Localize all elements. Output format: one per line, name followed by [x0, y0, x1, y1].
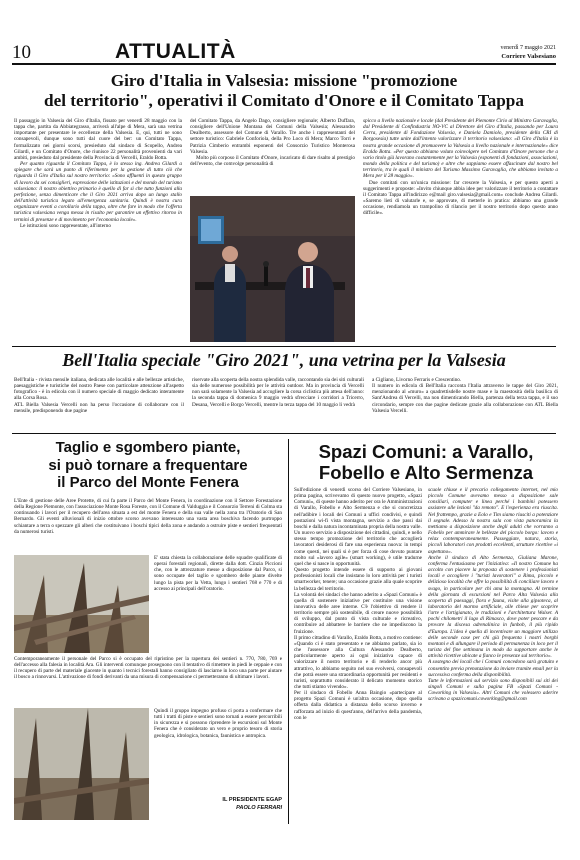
article3-headline-line2: si può tornare a frequentare [48, 456, 248, 474]
article1-photo-scene [190, 196, 355, 342]
article3-photo1 [14, 555, 149, 653]
header-rule [12, 63, 556, 65]
article1-col1 [14, 118, 182, 229]
article3-photo2 [14, 708, 149, 820]
article1-col3-p2: Due comitati con un'unica missione: far crescere la Valsesia, e per questo aperti a suggerimenti e proposte: «Invito chiunque abbia idee per valorizzare il territorio a contattare il Comitato Tappa all'indirizzo e@mail giro.valsesia@gmail.com» conclude Andrea Gilardi. «Saremo lieti di valutarle e, se approvate, di metterle in pratica: abbiamo una grande occasione, rendiamola un trampolino di rilancio per il nostro territorio dopo questo anno difficile». [363, 179, 558, 217]
article1-col2-p1: del Comitato Tappa, da Angelo Dago, consigliere regionale; Alberto Duffara, consigliere dell'Unione Montana dei Comuni della Valsesia; Alessandro Dealberto, assessore del Comune di Varallo. Tre anche i rappresentanti del settore turistico: Gabriele Conforiola, della Pro Loco di Mera; Marco Torri e Patrizia Cimberio entrambi esponenti del Consorzio Turistico Monterosa Valsesia. [190, 118, 355, 155]
column-divider [288, 439, 289, 824]
article4-headline-line1: Spazi Comuni: a Varallo, [318, 441, 534, 462]
section-title: ATTUALITÀ [115, 40, 236, 63]
article1-col3 [363, 118, 558, 217]
article2-headline: Bell'Italia speciale "Giro 2021", una vetrina per la Valsesia [62, 350, 506, 370]
article2-bottom-rule [12, 433, 556, 434]
page-number: 10 [12, 42, 31, 63]
article3-headline-line3: il Parco del Monte Fenera [57, 474, 239, 491]
article1-col3-p1: spicco a livello nazionale e locale (dal Presidente del Piemonte Cirio al Ministro Garavaglia, dal Presidente di Confindustria NO-VC al Direttore del Giro d'Italia, passando per Laura Cerra, presidente di Fondazione Valsesia, e Daniela Damiolo, presidente della CRI di Borgosesia) tutte unite dall'intento valorizzare il territorio valsesiano: «Il Giro d'Italia è la nostra grande occasione di promuovere la Valsesia a livello nazionale e internazionale» dice Eraldo Botta. «Per questo abbiamo voluto coinvolgere nel Comitato d'Onore persone che a vario titolo già lavorano costantemente per la Valsesia (esponenti di fondazioni, associazioni, mondo della politica e del turismo) e altre che sappiamo essere affascinate dal nostro bel territorio, tra le quali il ministro del Turismo Massimo Garavaglia, che abbiamo invitato a Mera per il 28 maggio». [363, 118, 558, 180]
article1-col2 [190, 118, 355, 167]
article1-col1-p3: Le istituzioni sono rappresentate, all'interno [20, 222, 111, 229]
article4-col2: scuole chiuse e il precario collegamento internet, nel mio piccolo Comune avevamo messo a disposizione sale consiliari, computer e linea perché i bambini potessero assistere alle lezioni "da remoto". E l'esperienza era riuscita. Nel frattempo, grazie a Eolo e Tim siamo riusciti a potenziare il segnale. Adesso la nostra sala con vista panoramica la mettiamo a disposizione anche degli adulti che vorranno a Fobello per ammirare le bellezze del piccolo borgo: lavoro e relax contemporaneamente. Passeggiate, natura, storia, piccoli laboratori con prodotti eccellenti, strutture ricettive «i aspettano». Anche il sindaco di Alto Sermenza, Giuliana Marone, conferma l'entusiasmo per l'iniziativa: «Il nostro Comune ha accolto con piacere la proposta di sostenere i professionisti locali e accogliere i "turisti lavoratori" a Rima, piccolo e delizioso località che offre la possibilità di conciliare lavoro e svago, in particolare per chi ama la montagna. Al termine della giornata di escursioni nel Parco Alta Valsesia alla scoperta di paesaggi, flora e fauna, visite alla gipsoteca, al laboratorio del marmo artificiale, alle chiese per scoprire l'arte e l'artigianato, le tradizioni e l'architettura Walser. A pochi chilometri il lago di Rimasco, dove poter pescare e da provare la discesa adrenalinica in funbob, il più ripido d'Europa. L'idea è quella di incentivare un maggiore utilizzo delle seconde case per chi già frequenta i nostri borghi montani e di allungare il periodo di permanenza in loco per il turista del fine settimana in modo da supportare anche le attività ricettive ubicate a fianco le presenze sul territorio». A sostegno dei locali che i Comuni concedono sarà gratuito e consentito previa prenotazione da inviare tramite email per la successiva conferma della disponibilità. Tutte le informazioni sul servizio sono disponibili sui siti dei singoli Comuni e sulla pagina FB «Spazi Comuni - Coworking in Valsesia». Altri Comuni che volessero aderire scrivano a spazicomuni.coworking@gmail.com [428, 487, 558, 703]
article3-photo2-scene [14, 708, 149, 820]
article1-headline-line1: Giro d'Italia in Valsesia: missione "promozione [110, 71, 458, 90]
article3-side1: E' stata chiesta la collaborazione delle squadre qualificate di operai forestali regionali, dirette dalla dott. Cinzia Piccioni che, con le attrezzature messe a disposizione dal Parco, si sono occupate del taglio e sgombero delle piante divelte lungo la pista per la Vetta, lungo i sentieri 768 e 770 e di accesso ai principali dell'oratorio. [154, 555, 282, 592]
article4-headline [294, 441, 558, 483]
article1-photo [190, 196, 355, 342]
article3-side2: Quindi il gruppo impegno profuso ci porta a confermare che tutti i tratti di piste e sentieri sono tornati a essere percorribili in sicurezza e si possono riprendere le escursioni sul Monte Fenera che è considerato un vero e proprio tesoro di storia geologica, idrologica, botanica, faunistica e antropica. [154, 708, 282, 739]
article1-col2-p2: Molto più corposo il Comitato d'Onore, incaricato di dare risalto al prestigio dell'evento, che comvolge personalità di [190, 154, 355, 168]
article3-headline [14, 439, 282, 492]
article3-main2: Contemporaneamente il personale del Parco si è occupato del ripristino per la rapertura dei sentieri n. 770, 780, 769 e dell'accesso alla falesia in località Ara. Gli interventi comunque proseguono con il tentativo di rimettere in piedi le ceppaie e con il recupero di parte del materiale giacente in quanto i tecnici forestali hanno consigliato di lasciarne in loco una parte per aiutare il bosco a rinnovarsi. L'attivazione di fondi derivanti da una misura di compensazione ci permetteranno di ultimare i lavori. [14, 656, 282, 681]
article2-col1: Bell'Italia - rivista mensile italiana, dedicata alle località e alle bellezze artistiche, paesaggistiche e turistiche del nostro Paese con particolare attenzione all'aspetto fotografico - è in edicola con il numero speciale di maggio dedicato interamente alla Corsa Rosa. ATL Biella Valsesia Vercelli non ha perso l'occasione di collaborare con il mensile, predisponendo due pagine [14, 377, 184, 414]
article4-col1: Sull'edizione di venerdì scorso del Corriere Valsesiano, in prima pagina, scrivevamo di questo nuovo progetto, «Spazi Comuni», di queste hanno aderito per ora le Amministrazioni di Varallo, Fobello e Alto Sermenza e che si concretizza nell'adibire i locali dei Comuni a uffici condivisi, e quindi postazioni wi-fi vista montagna, servizio a due passi dai boschi e dalla natura incontaminata propria della nostra valle. Un nuovo servizio a disposizione dei cittadini, quindi, e nello stesso tempo promozione del territorio che accoglierà lavoratori desiderosi di fare una esperienza nuova: in tempi come questi, nei quali si è per forza di cose dovuto puntare molto sul «lavoro agile» (smart working), è utile tradurne quel che si nasce in opportunità. Questo progetto intende essere di supporto ai giovani professionisti locali che insistano lo loro attività per i turisti smartworker, tenere; una occasione grazie alla quale scoprire la bellezza del territorio. La volontà dei sindaci che hanno aderito a «Spazi Comuni» è quella di sostenere iniziative per costituire una visione innovativa delle aree interne. C'è l'obiettivo di rendere il territorio sempre più sostenibile, di creare nuove possibilità di sviluppo, dal punto di vista culturale e ricreativo, contribuire ad abbattere le barriere che ne impediscono la fruizione. Il primo cittadino di Varallo, Eraldo Botta, a motivo contiene: «Quando ci è stato presentato e ne abbiamo parlato, sia io che l'assessore alla Cultura Alessandro Dealberto, particolarmente aperto ai ogni iniziativa capace di valorizzare il nostro territorio e di renderlo ancor più attrattivo, lo abbiamo seguito nel suo evolversi, consapevoli che potrà essere una straordinaria opportunità per residenti e turisti, soprattutto considerato il delicato momento storico che tutti stiamo vivendo». Per il sindaco di Fobello Anna Baingio «partecipare al progetto Spazi Comuni è un'altra occasione, dopo quella offerta dalla didattica a distanza dello scorso inverno e rafforzata ad inizio di quest'anno, dell'arrivo della pandemia, con le [294, 487, 422, 721]
article3-signature-name: PAOLO FERRARI [236, 805, 282, 811]
article1-col1-p2: Per quanto riguarda il Comitato Tappa, è lo stesso ing. Andrea Gilardi a spiegare che sarà un punto di riferimento per la gestione di tutto ciò che riguarda il Giro d'Italia sul nostro territorio: «Sono affluenti in questo gruppo di lavoro da sei consiglieri, espressione delle istituzioni e del mondo del turismo valsesiano: il nostro obiettivo primario è quello di far sì che tutto funzioni alla perfezione, senza dimenticare che il Giro 2021 arriva dopo un lungo stallo dell'attività turistica legato all'emergenza sanitaria. Quindi è nostra cura organizzare eventi a corollario della tappa, oltre che fare in modo che l'offerta turistica valsesiana venga messa in risalto per garantire un effettivo ritorno in termini di presenze e di movimento per l'economia locale». [14, 161, 182, 223]
header-date: venerdì 7 maggio 2021 [500, 45, 556, 51]
article2-col3: a Cigliano, Livorno Ferraris e Crescentino. Il numero in edicola di Bell'Italia racconta l'Italia attraverso le tappe del Giro 2021, menzionando al «muro» a quadrettisdelle nostre mase e la maestosità della basilica di Sant'Andrea di Vercelli, ma non dimenticando Biella, partenza della terza tappa, e il suo circondario, sempre con due pagine dedicate grazie alla collaborazione con ATL Biella Valsesia Vercelli. [372, 377, 558, 414]
article1-bottom-rule [12, 346, 556, 347]
article1-headline [12, 71, 556, 111]
article3-signature-title: IL PRESIDENTE EGAP [222, 797, 282, 803]
article1-col1-p1: Il passaggio in Valsesia del Giro d'Italia, fissato per venerdì 28 maggio con la tappa che, partita da Abbiategrasso, arriverà all'alpe di Mera, sarà una vetrina importante per presentare le eccellenze della Valsesia. E, qui, tutti ne sono consapevoli, dunque sono tutti dal cuore del ber: un Comitato Tappa, formalizzato nei giorni scorsi, presieduto dal sindaco di Scopello, Andrea Gilardi, e un Comitato d'Onore, che riunisce 22 personalità provenienti da vari ambiti, presieduto dal presidente della Provincia di Vercelli, Eraldo Botta. [14, 118, 182, 161]
article1-headline-line2: del territorio", operativi il Comitato d'Onore e il Comitato Tappa [44, 91, 524, 110]
article2-col2: riservate alla scoperta della nostra splendida valle, raccontando sia dei siti culturali sia delle numerose possibilità per le attività outdoor. Ma in provincia di Vercelli non sarà solamente la Valsesia ad accogliere la corsa ciclistica più attesa dell'anno: la seconda tappa di domenica 9 maggio vedrà sfrecciare i corridori a Tricerro, Desana, Vercelli e Borgo Vercelli, mentre la terza tappa del 10 maggio li vedrà [192, 377, 364, 408]
article3-intro: L'Ente di gestione delle Aree Protette, di cui fa parte il Parco del Monte Fenera, in coordinazione con il Settore Forestazione della Regione Piemonte, con l'associazione Monte Rosa Foreste, con il Comune di Valduggia e il Consorzio Terreni di Colma sta continuando i lavori per il recupero dell'area situata a est del monte Fenera e della sua valle nella zona tra l'Oratorio di San Bernardo. Gli eventi alluvionali di inizio ottobre scorso avevano interessato una vasta area boschiva facendo purtroppo schiantare a terra o spezzare gli alberi che costituivano i boschi tipici della zona e andando a ostruire piste e sentieri frequentati da numerosi turisti. [14, 498, 282, 535]
article4-headline-line2: Fobello e Alto Sermenza [318, 462, 534, 483]
article3-headline-line1: Taglio e sgombero piante, [55, 439, 241, 456]
header-publication: Corriere Valsesiano [501, 53, 556, 60]
article3-photo1-scene [14, 555, 149, 653]
